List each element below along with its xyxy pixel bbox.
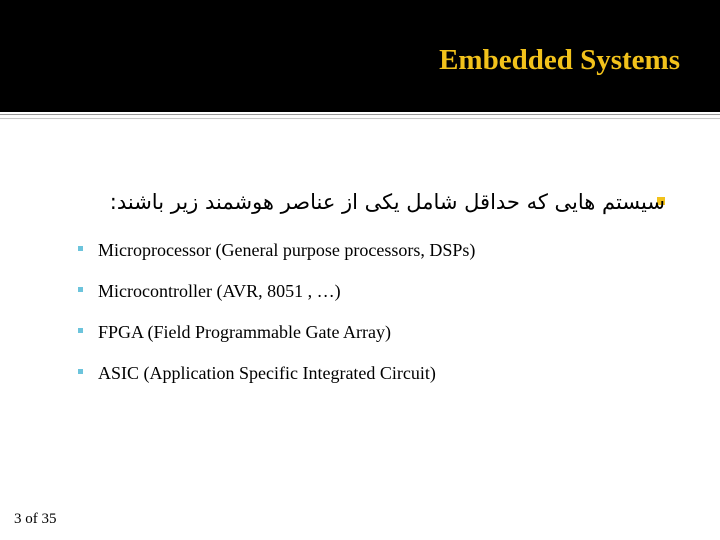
list-item-label: ASIC (Application Specific Integrated Circuit) — [98, 363, 436, 383]
list-item — [78, 238, 475, 279]
bullet-square-icon — [78, 328, 83, 333]
list-item — [78, 279, 475, 320]
bullet-square-icon — [78, 369, 83, 374]
bullet-square-icon — [78, 287, 83, 292]
list-item — [78, 320, 475, 361]
list-item — [78, 361, 475, 402]
sub-bullet-list — [78, 238, 475, 402]
main-bullet-text: سیستم هایی که حداقل شامل یکی از عناصر هوشمند زیر باشند: — [109, 190, 665, 214]
page-number: 3 of 35 — [14, 511, 57, 527]
list-item-label: Microcontroller (AVR, 8051 , …) — [98, 281, 341, 301]
list-item-label: FPGA (Field Programmable Gate Array) — [98, 322, 391, 342]
slide-title: Embedded Systems — [439, 44, 680, 76]
bullet-square-icon — [78, 246, 83, 251]
divider-line — [0, 114, 720, 115]
divider-line-secondary — [0, 118, 720, 119]
list-item-label: Microprocessor (General purpose processors, DSPs) — [98, 240, 476, 260]
